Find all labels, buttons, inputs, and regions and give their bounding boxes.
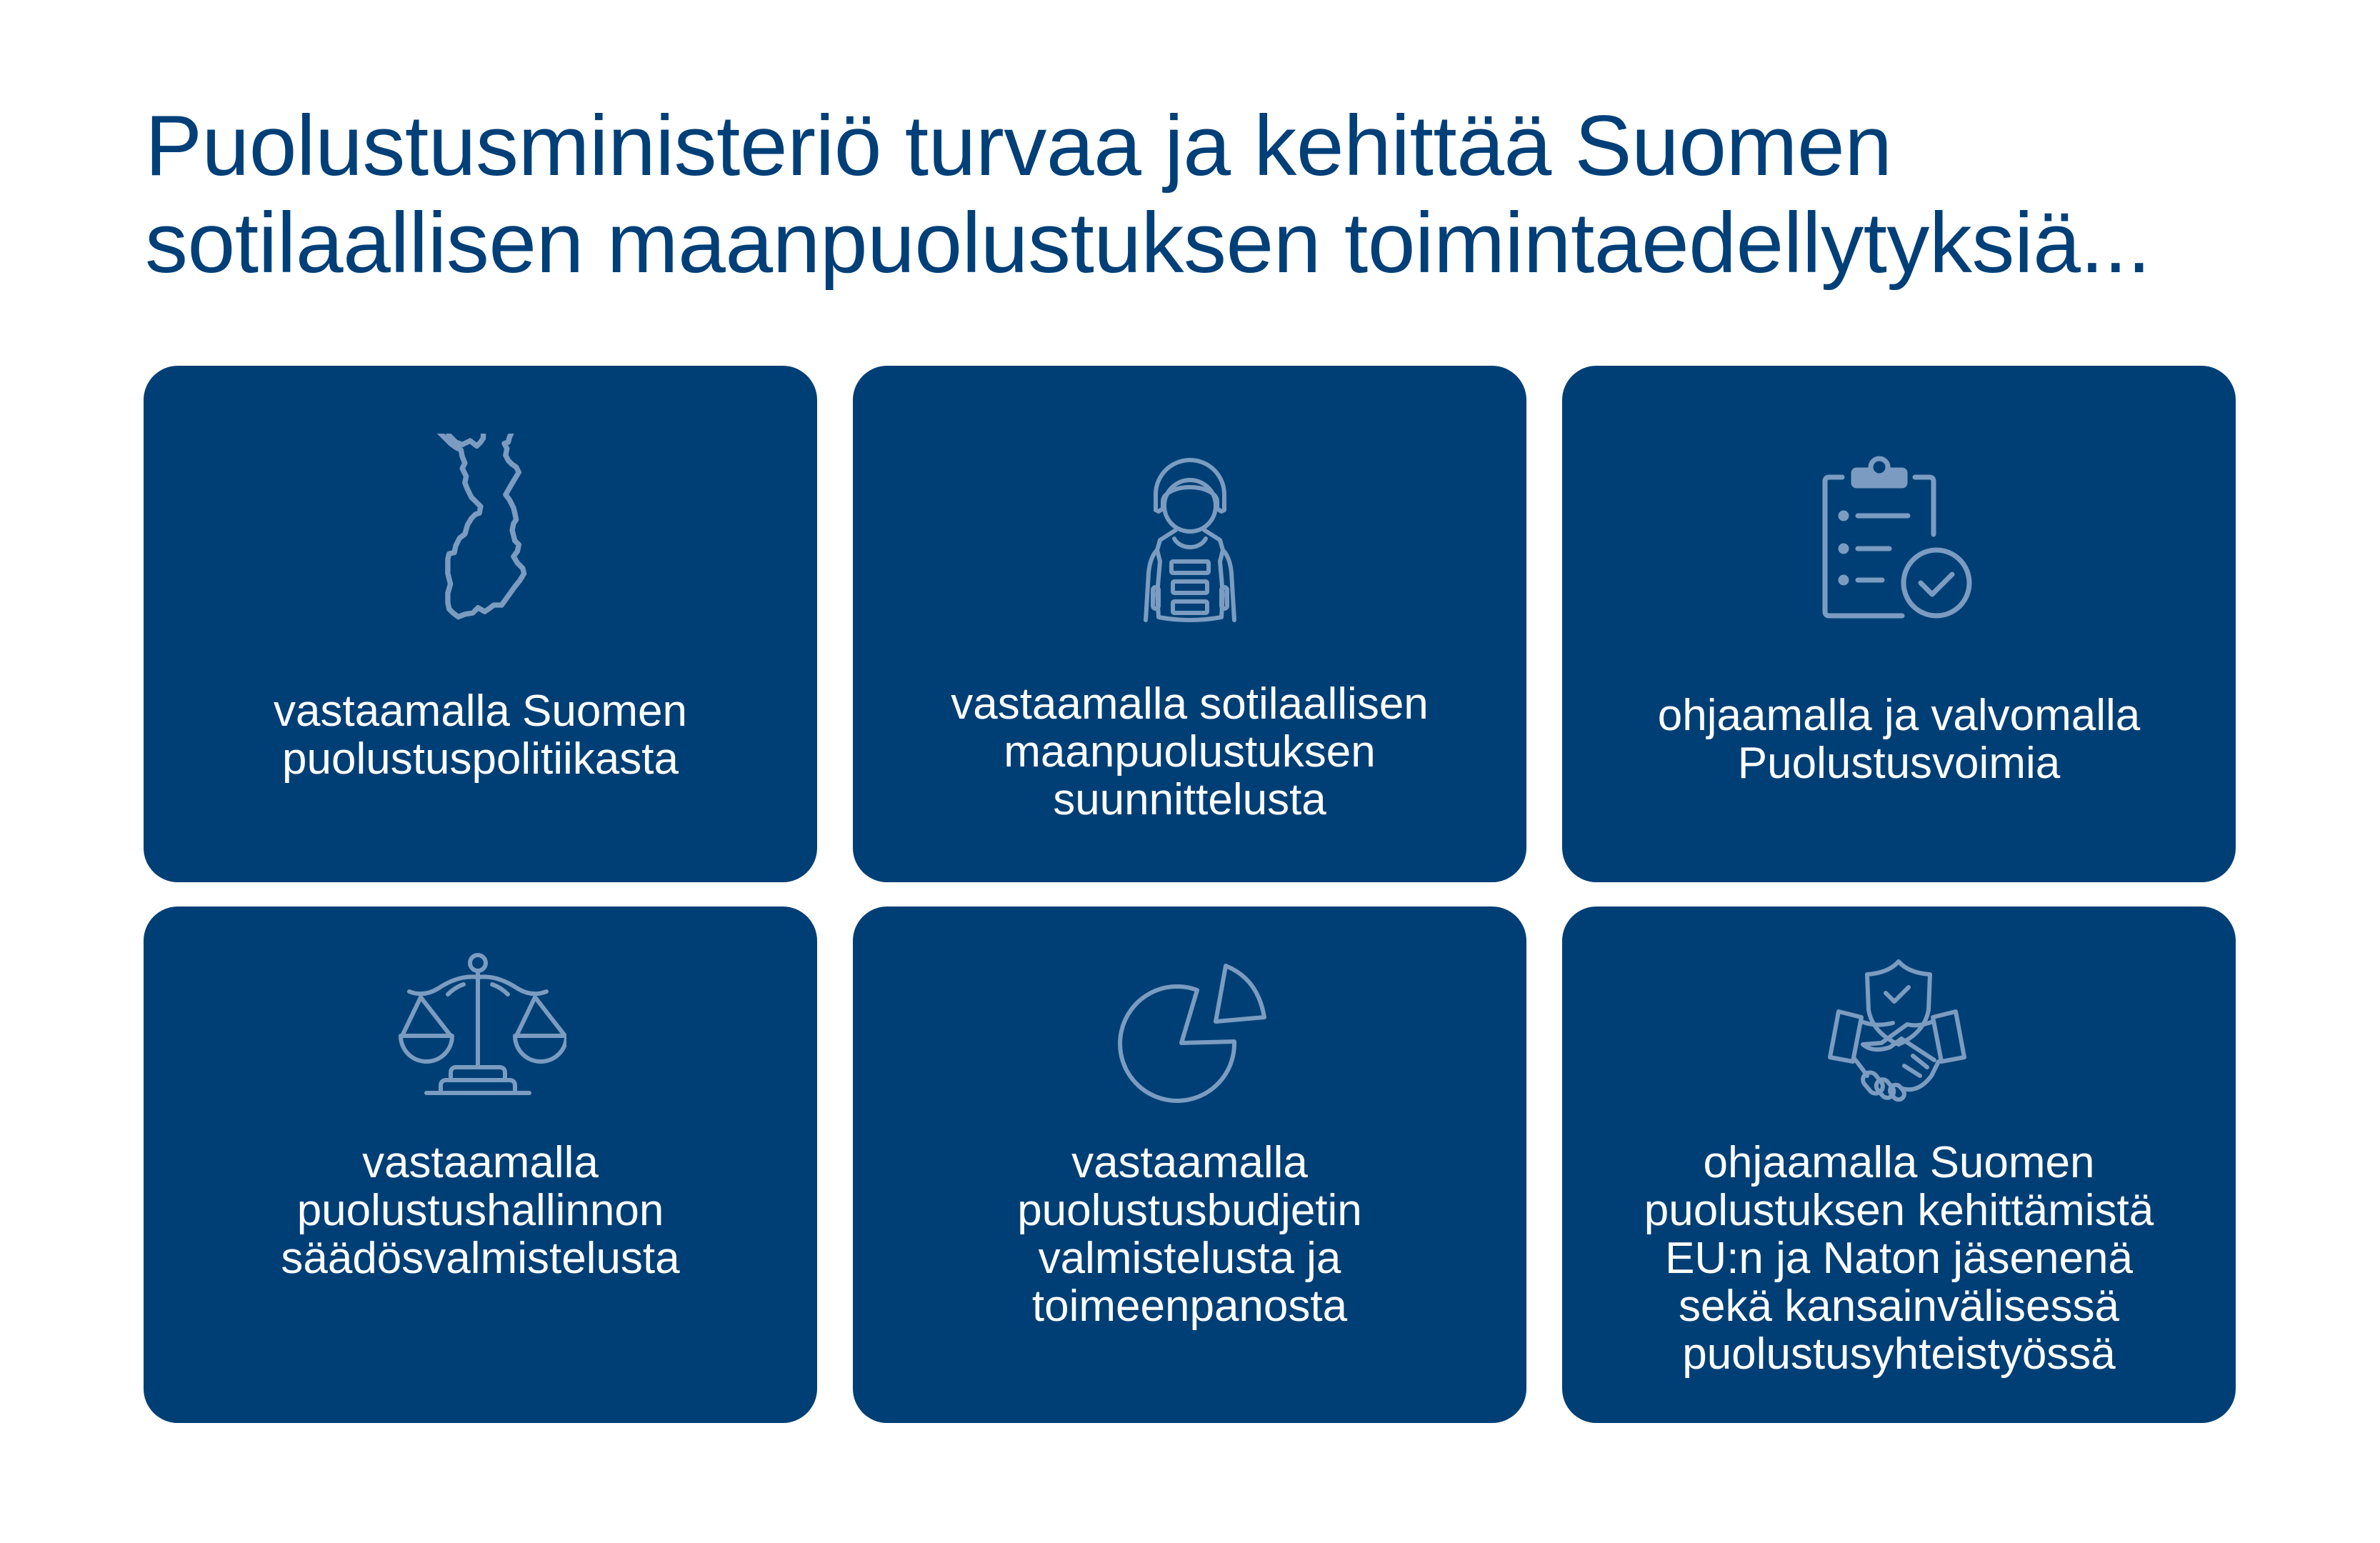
card-international-cooperation [1562, 907, 2236, 1423]
card-label: vastaamalla sotilaallisen maanpuolustuksen suunnittelusta [951, 679, 1429, 824]
clipboard-check-icon [1821, 456, 1978, 620]
card-defence-budget [853, 907, 1526, 1423]
pie-chart-icon [1111, 953, 1269, 1103]
card-military-defence-planning [853, 366, 1526, 882]
card-label: vastaamalla Suomen puolustuspolitiikasta [274, 686, 687, 784]
responsibilities-grid [144, 366, 2236, 1423]
card-defence-policy [144, 366, 817, 882]
title-line-2: sotilaallisen maanpuolustuksen toimintaedellytyksiä... [145, 195, 2151, 291]
card-label: vastaamalla puolustusbudjetin valmistelusta ja toimeenpanosta [1017, 1138, 1362, 1331]
scales-of-justice-icon [395, 953, 566, 1103]
handshake-shield-icon [1824, 953, 1974, 1103]
finland-map-icon [431, 434, 531, 634]
soldier-icon [1133, 444, 1247, 630]
card-label: ohjaamalla Suomen puolustuksen kehittämistä EU:n ja Naton jäsenenä sekä kansainvälisessä puolustusyhteistyössä [1644, 1138, 2154, 1379]
card-legislative-drafting [144, 907, 817, 1423]
title-line-1: Puolustusministeriö turvaa ja kehittää Suomen [145, 98, 1892, 194]
card-label: ohjaamalla ja valvomalla Puolustusvoimia [1657, 691, 2141, 788]
card-label: vastaamalla puolustushallinnon säädösvalmistelusta [281, 1138, 680, 1283]
page-title [145, 97, 2151, 291]
card-steering-defence-forces [1562, 366, 2236, 882]
